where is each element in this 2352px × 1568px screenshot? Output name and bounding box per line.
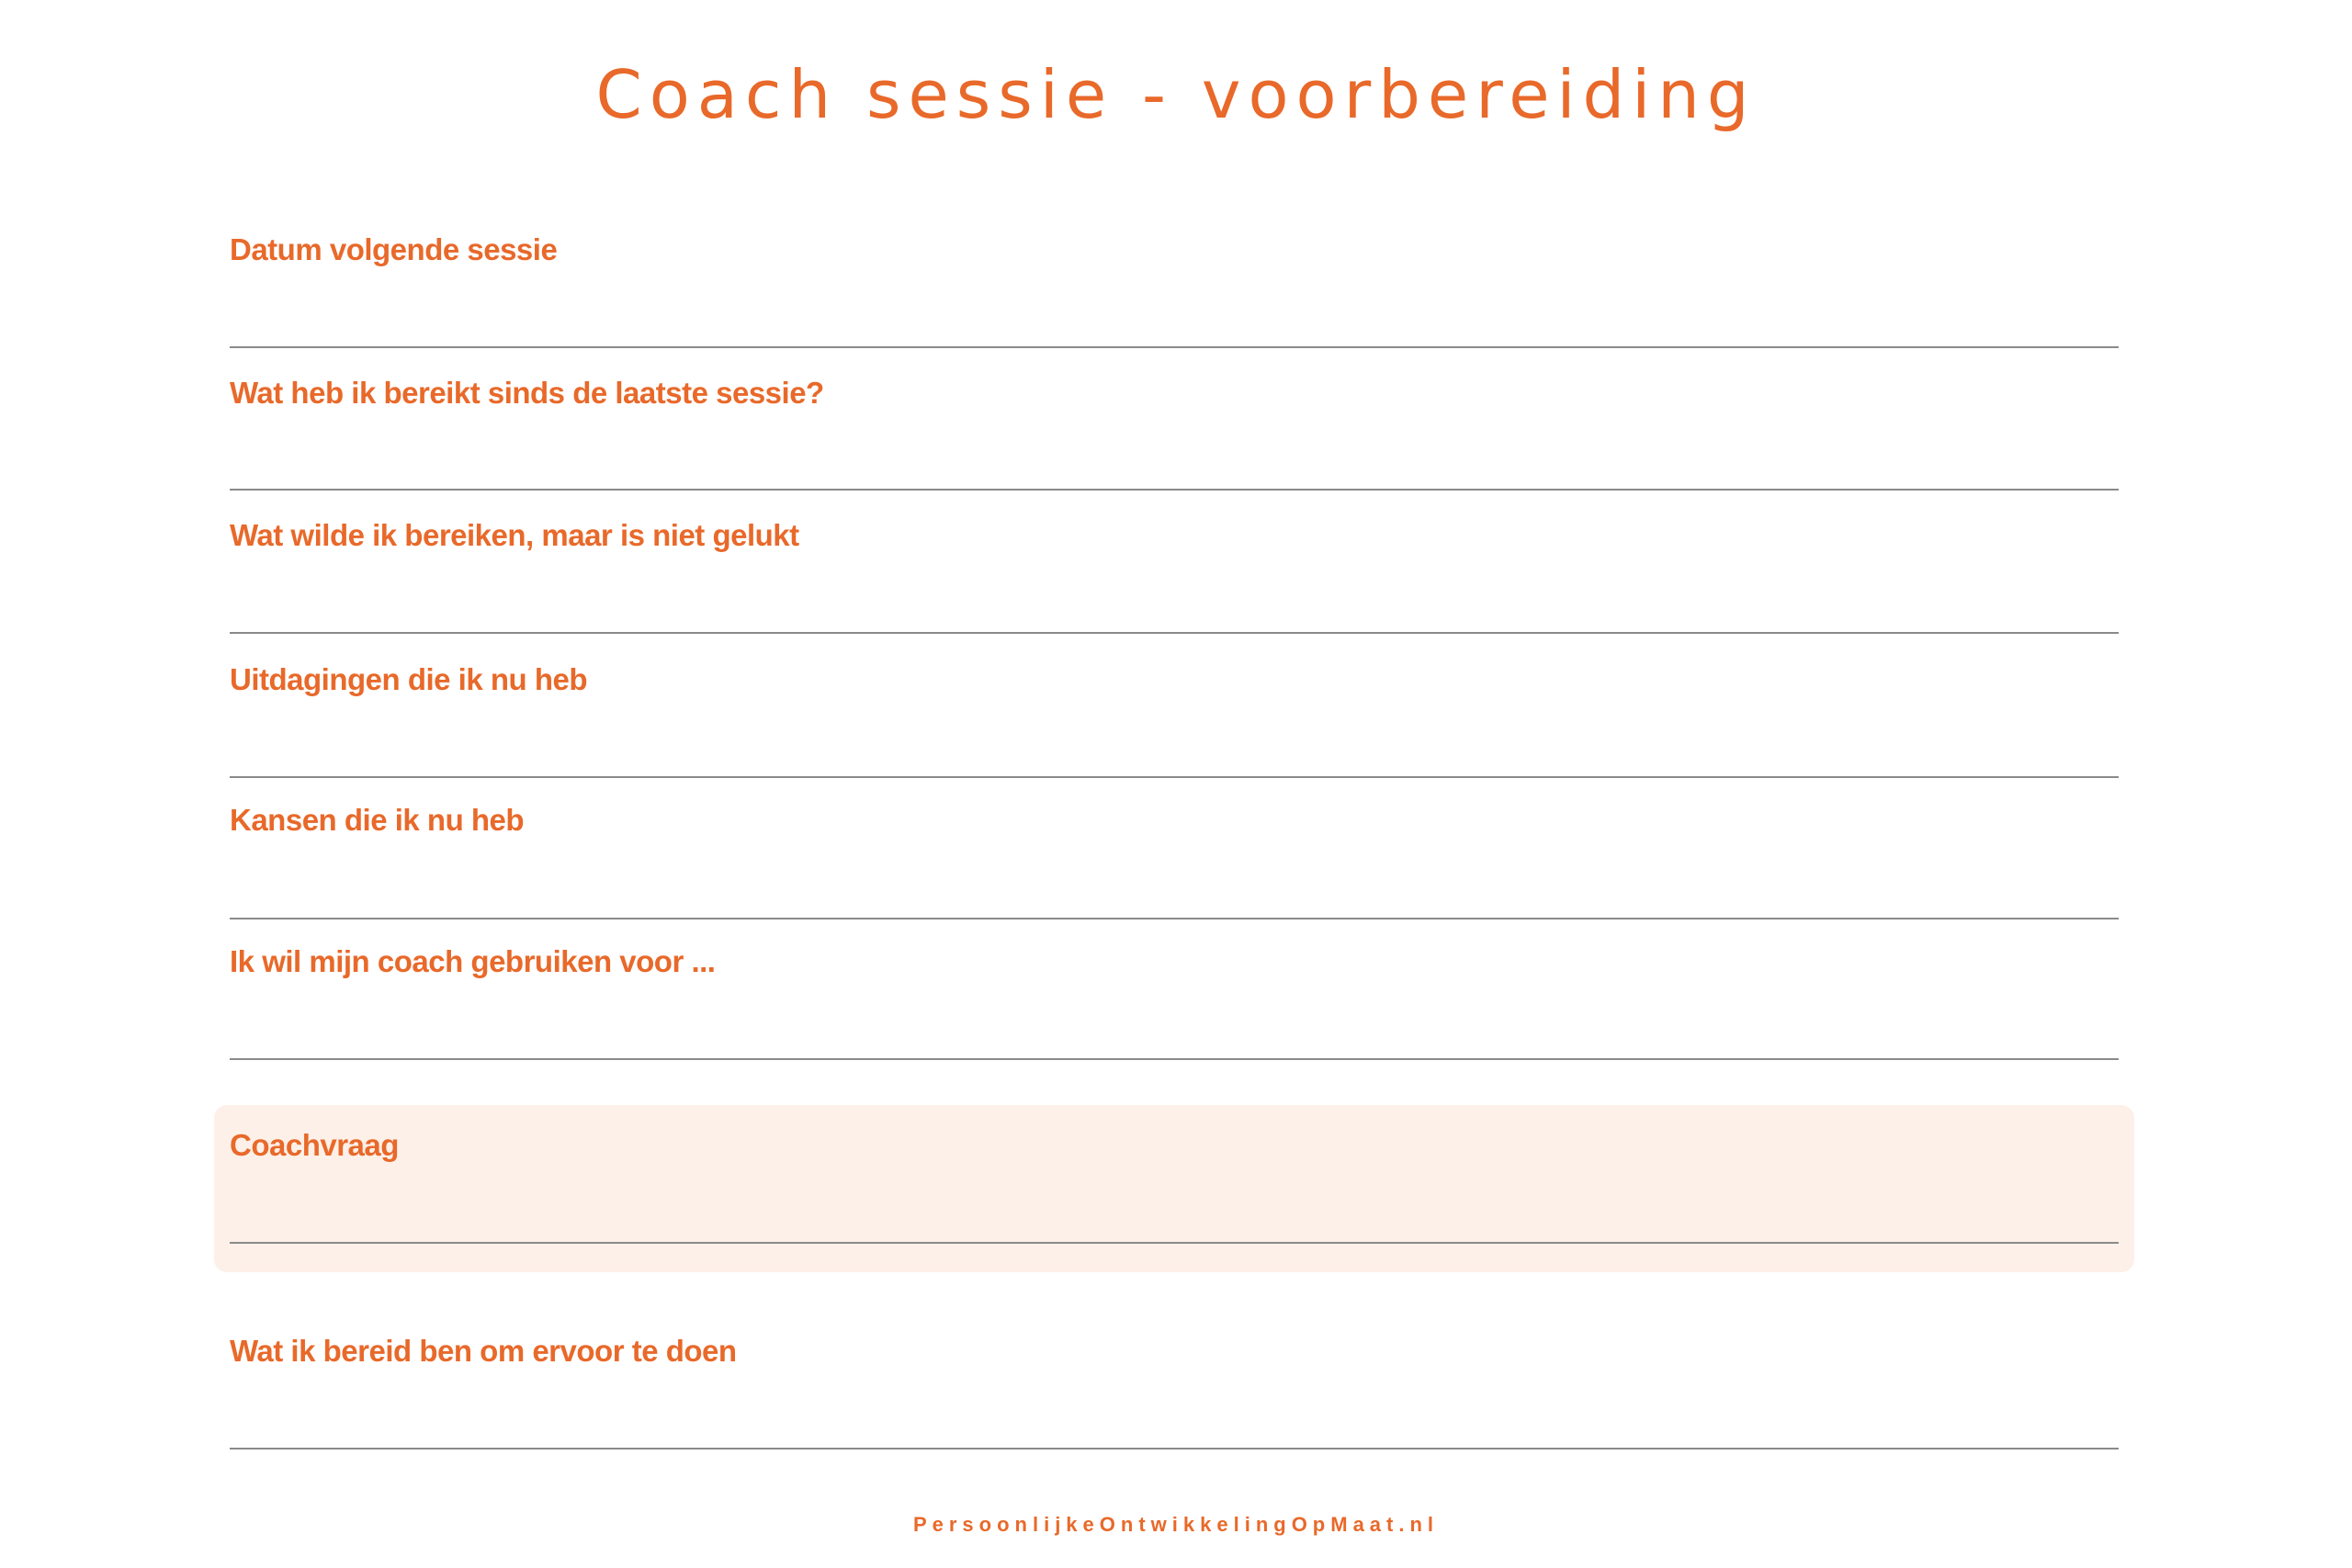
bereikt-input[interactable] — [230, 489, 2119, 491]
field-label-coachvraag: Coachvraag — [230, 1128, 399, 1162]
field-label-kansen: Kansen die ik nu heb — [230, 803, 525, 837]
bereid-input[interactable] — [230, 1448, 2119, 1450]
field-label-datum: Datum volgende sessie — [230, 232, 558, 266]
coachvraag-input[interactable] — [230, 1242, 2119, 1244]
uitdagingen-input[interactable] — [230, 776, 2119, 778]
kansen-input[interactable] — [230, 918, 2119, 919]
coach-gebruiken-input[interactable] — [230, 1058, 2119, 1060]
coachvraag-highlight-box — [214, 1105, 2134, 1272]
field-label-niet-gelukt: Wat wilde ik bereiken, maar is niet gelukt — [230, 518, 799, 552]
field-label-coach-gebruiken: Ik wil mijn coach gebruiken voor ... — [230, 944, 716, 978]
niet-gelukt-input[interactable] — [230, 632, 2119, 634]
field-label-uitdagingen: Uitdagingen die ik nu heb — [230, 662, 588, 696]
footer-website: PersoonlijkeOntwikkelingOpMaat.nl — [912, 1513, 1440, 1536]
datum-input[interactable] — [230, 346, 2119, 348]
page-title: Coach sessie - voorbereiding — [595, 56, 1757, 133]
field-label-bereid: Wat ik bereid ben om ervoor te doen — [230, 1334, 737, 1368]
field-label-bereikt: Wat heb ik bereikt sinds de laatste sessie? — [230, 376, 824, 410]
